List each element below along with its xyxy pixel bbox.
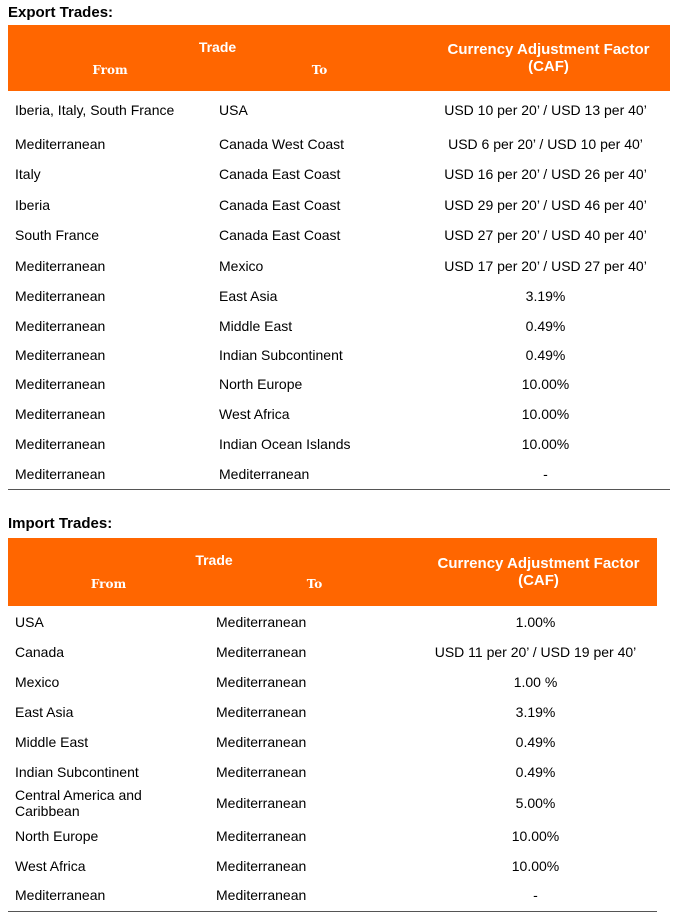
from-cell: Middle East bbox=[15, 734, 89, 750]
table-row bbox=[8, 757, 657, 786]
from-cell: Mexico bbox=[15, 673, 60, 690]
table-row bbox=[8, 91, 670, 128]
export-trades-table bbox=[8, 25, 670, 490]
to-cell: Mediterranean bbox=[216, 795, 307, 811]
table-row bbox=[8, 606, 657, 637]
caf-cell: USD 6 per 20’ / USD 10 per 40’ bbox=[448, 135, 643, 152]
table-row bbox=[8, 820, 657, 851]
to-cell: North Europe bbox=[219, 376, 303, 392]
table-row bbox=[8, 128, 670, 159]
to-cell: Mediterranean bbox=[216, 613, 307, 630]
to-cell: Mexico bbox=[219, 257, 264, 274]
from-cell: Mediterranean bbox=[15, 135, 106, 152]
from-cell: Mediterranean bbox=[15, 435, 106, 452]
to-header: To bbox=[212, 59, 427, 91]
table-row bbox=[8, 697, 657, 727]
from-cell: Mediterranean bbox=[15, 288, 106, 304]
caf-cell: 10.00% bbox=[511, 827, 560, 844]
to-cell: Mediterranean bbox=[209, 880, 420, 911]
from-cell: Canada bbox=[15, 643, 65, 660]
trade-header: Trade bbox=[8, 538, 420, 572]
caf-cell: - bbox=[427, 459, 670, 489]
table-row bbox=[8, 189, 670, 220]
caf-header: Currency Adjustment Factor (CAF) bbox=[420, 538, 657, 606]
table-row bbox=[8, 250, 670, 281]
from-cell: Mediterranean bbox=[8, 459, 212, 489]
caf-cell: USD 11 per 20’ / USD 19 per 40’ bbox=[434, 643, 637, 660]
import-title: Import Trades: bbox=[8, 515, 113, 532]
to-cell: Canada East Coast bbox=[219, 196, 341, 213]
from-header: From bbox=[8, 572, 209, 606]
caf-cell: 3.19% bbox=[515, 704, 556, 720]
to-cell: East Asia bbox=[219, 288, 278, 304]
from-cell: Mediterranean bbox=[15, 346, 106, 363]
to-cell: Mediterranean bbox=[212, 459, 427, 489]
from-cell: Iberia bbox=[15, 196, 51, 213]
table-row bbox=[8, 880, 657, 911]
to-cell: USA bbox=[219, 101, 248, 118]
table-row bbox=[8, 666, 657, 697]
caf-cell: USD 29 per 20’ / USD 46 per 40’ bbox=[444, 196, 647, 213]
caf-cell: 5.00% bbox=[515, 795, 556, 811]
to-cell: Mediterranean bbox=[216, 827, 307, 844]
from-cell: West Africa bbox=[15, 857, 86, 874]
table-row bbox=[8, 311, 670, 340]
to-cell: Canada East Coast bbox=[219, 166, 341, 182]
caf-cell: 0.49% bbox=[525, 317, 566, 334]
from-cell: Indian Subcontinent bbox=[15, 763, 139, 780]
table-row bbox=[8, 220, 670, 250]
caf-cell: 0.49% bbox=[525, 346, 566, 363]
to-cell: Canada East Coast bbox=[219, 227, 341, 243]
from-cell: USA bbox=[15, 613, 44, 630]
table-row bbox=[8, 851, 657, 880]
from-cell: East Asia bbox=[15, 704, 74, 720]
table-row bbox=[8, 428, 670, 459]
caf-cell: 0.49% bbox=[515, 763, 556, 780]
caf-cell: USD 16 per 20’ / USD 26 per 40’ bbox=[444, 166, 647, 182]
from-cell: Iberia, Italy, South France bbox=[15, 101, 175, 118]
table-row bbox=[8, 281, 670, 311]
to-header: To bbox=[209, 572, 420, 606]
import-trades-table bbox=[8, 538, 657, 912]
caf-cell: 1.00 % bbox=[513, 673, 558, 690]
from-cell: Mediterranean bbox=[15, 405, 106, 422]
from-cell: Mediterranean bbox=[8, 880, 209, 911]
to-cell: Indian Subcontinent bbox=[219, 346, 343, 363]
to-cell: Mediterranean bbox=[216, 673, 307, 690]
export-title: Export Trades: bbox=[8, 4, 114, 21]
from-cell: Italy bbox=[15, 166, 41, 182]
from-cell: Mediterranean bbox=[15, 376, 106, 392]
to-cell: Mediterranean bbox=[216, 763, 307, 780]
table-row bbox=[8, 637, 657, 666]
caf-cell: 0.49% bbox=[515, 734, 556, 750]
to-cell: West Africa bbox=[219, 405, 290, 422]
from-cell: South France bbox=[15, 227, 100, 243]
table-row bbox=[8, 727, 657, 757]
to-cell: Canada West Coast bbox=[219, 135, 345, 152]
table-row bbox=[8, 159, 670, 189]
to-cell: Middle East bbox=[219, 317, 293, 334]
caf-cell: 3.19% bbox=[525, 288, 566, 304]
from-header: From bbox=[8, 59, 212, 91]
to-cell: Mediterranean bbox=[216, 704, 307, 720]
from-cell: North Europe bbox=[15, 827, 99, 844]
caf-cell: 10.00% bbox=[521, 376, 570, 392]
caf-cell: 10.00% bbox=[521, 405, 570, 422]
to-cell: Mediterranean bbox=[216, 734, 307, 750]
caf-cell: 1.00% bbox=[515, 613, 556, 630]
from-cell: Mediterranean bbox=[15, 257, 106, 274]
from-cell: Central America and Caribbean bbox=[15, 787, 142, 819]
caf-cell: USD 10 per 20’ / USD 13 per 40’ bbox=[444, 101, 647, 118]
caf-header: Currency Adjustment Factor (CAF) bbox=[427, 25, 670, 91]
caf-cell: USD 17 per 20’ / USD 27 per 40’ bbox=[444, 257, 647, 274]
trade-header: Trade bbox=[8, 25, 427, 59]
to-cell: Mediterranean bbox=[216, 643, 307, 660]
to-cell: Mediterranean bbox=[216, 857, 307, 874]
table-row bbox=[8, 459, 670, 489]
from-cell: Mediterranean bbox=[15, 317, 106, 334]
table-row bbox=[8, 786, 657, 820]
caf-cell: USD 27 per 20’ / USD 40 per 40’ bbox=[444, 227, 647, 243]
to-cell: Indian Ocean Islands bbox=[219, 435, 351, 452]
caf-cell: 10.00% bbox=[521, 435, 570, 452]
caf-cell: 10.00% bbox=[511, 857, 560, 874]
table-row bbox=[8, 369, 670, 399]
caf-cell: - bbox=[420, 880, 657, 911]
table-row bbox=[8, 340, 670, 369]
table-row bbox=[8, 399, 670, 428]
